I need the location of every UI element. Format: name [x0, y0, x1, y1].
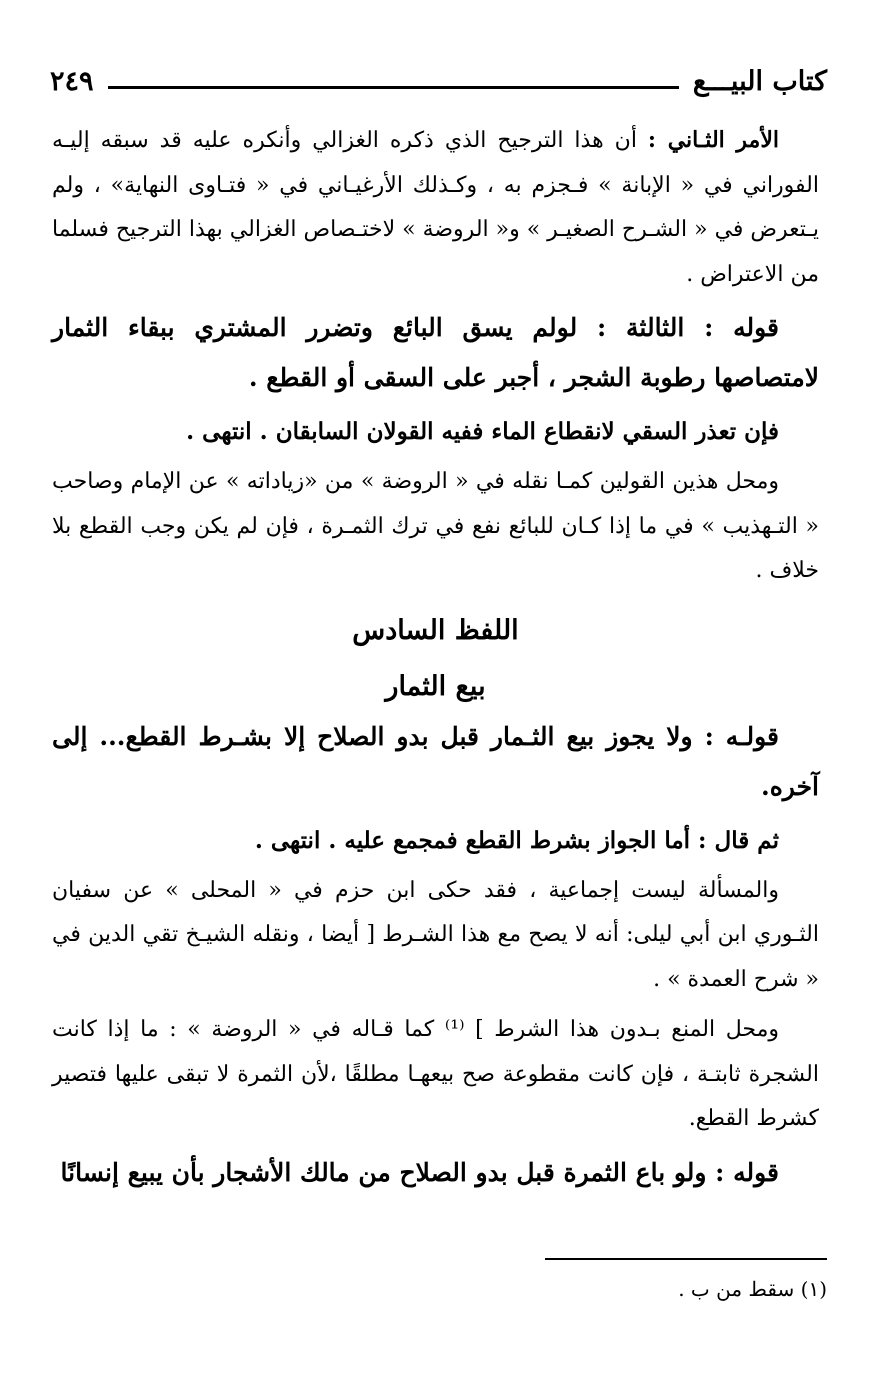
page-number: ٢٤٩ — [50, 65, 94, 97]
paragraph-second-matter — [52, 118, 819, 297]
footnote: (١) سقط من ب . — [678, 1277, 827, 1301]
paragraph-permissibility: ثم قال : أما الجواز بشرط القطع فمجمع عليه . انتهى . — [254, 826, 779, 854]
paragraph-fruit-sale: قولـه : ولا يجوز بيع الثـمار قبل بدو الصلاح إلا بشـرط القطع... إلى آخره. — [52, 721, 819, 801]
paragraph-irrigation: فإن تعذر السقي لانقطاع الماء ففيه القولان السابقان . انتهى . — [186, 418, 779, 445]
header-rule — [108, 86, 679, 89]
paragraph-consensus: والمسألة ليست إجماعية ، فقد حكى ابن حزم في « المحلى » عن سفيان الثـوري ابن أبي ليلى: أنه لا يصح مع هذا الشـرط [ أيضا ، ونقله الشيـخ تقي الدين في « شرح العمدة » . — [52, 877, 819, 992]
paragraph-third-issue: قوله : الثالثة : لولم يسق البائع وتضرر المشتري ببقاء الثمار لامتصاصها رطوبة الشجر ، أجبر على السقى أو القطع . — [52, 313, 819, 392]
paragraph-text: أن هذا الترجيح الذي ذكره الغزالي وأنكره عليه قد سبقه إليـه الفوراني في « الإبانة » فـجزم به ، وكـذلك الأرغيـاني في « فتـاوى النهاية» ، ولم يـتعرض في « الشـرح الصغيـر » و« الروضة » لاختـصاص الغزالي بهذا الترجيح فسلما من الاعتراض . — [52, 128, 819, 287]
section-heading: اللفظ السادس — [352, 614, 519, 646]
paragraph-two-opinions: ومحل هذين القولين كمـا نقله في « الروضة » من «زياداته » عن الإمام وصاحب « التـهذيب » في ما إذا كـان للبائع نفع في ترك الثمـرة ، فإن لم يكن وجب القطع بلا خلاف . — [52, 469, 819, 583]
paragraph-sale-to-owner: قوله : ولو باع الثمرة قبل بدو الصلاح من مالك الأشجار بأن يبيع إنسانًا — [60, 1157, 779, 1187]
main-text — [52, 118, 819, 1198]
header-title: كتاب البيـــع — [692, 65, 827, 97]
paragraph-prohibition: ومحل المنع بـدون هذا الشرط ] ⁽¹⁾ كما قـاله في « الروضة » : ما إذا كانت الشجرة ثابتـة ، فإن كانت مقطوعة صح بيعهـا مطلقًا ،لأن الثمرة لا تبقى عليها فتصير كشرط القطع. — [52, 1017, 819, 1131]
running-header — [50, 58, 827, 104]
section-subheading: بيع الثمار — [385, 670, 486, 702]
footnote-separator — [545, 1258, 827, 1260]
paragraph-lead: الأمر الثـاني : — [647, 127, 779, 153]
